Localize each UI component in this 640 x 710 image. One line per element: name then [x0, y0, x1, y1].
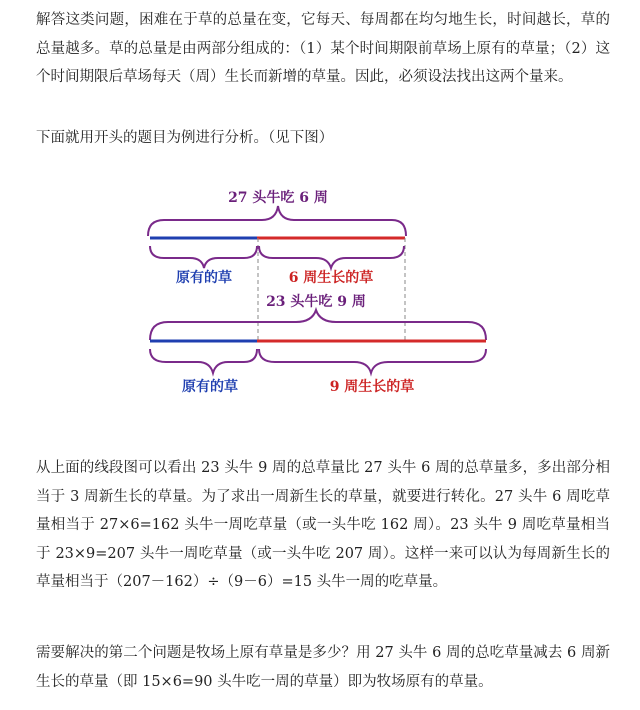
seg1-growth-brace — [259, 246, 404, 268]
top-brace — [148, 206, 406, 236]
seg2-original-label: 原有的草 — [182, 379, 238, 395]
seg2-growth-label: 9 周生长的草 — [329, 379, 415, 395]
bottom-top-brace — [150, 310, 486, 340]
seg2-original-brace — [150, 349, 257, 373]
seg1-original-brace — [150, 246, 257, 268]
bottom-brace-label: 23 头牛吃 9 周 — [266, 294, 366, 310]
diagram-intro-paragraph: 下面就用开头的题目为例进行分析。（见下图） — [36, 130, 334, 146]
seg2-growth-brace — [259, 349, 486, 373]
seg1-original-label: 原有的草 — [176, 270, 232, 286]
analysis-paragraph: 从上面的线段图可以看出 23 头牛 9 周的总草量比 27 头牛 6 周的总草量多，多出部分相当于 3 周新生长的草量。为了求出一周新生长的草量，就要进行转化。27 头牛 6 周吃草量相当于 27×6=162 头牛一周吃草量（或一头牛吃 162 周）。23 头牛 9 周吃草量相当于 23×9=207 头牛一周吃草量（或一头牛吃 207 周）。这样一来可以认为每周新生长的草量相当于（207－162）÷（9－6）=15 头牛一周的吃草量。 — [36, 460, 610, 590]
original-grass-paragraph: 需要解决的第二个问题是牧场上原有草量是多少？用 27 头牛 6 周的总吃草量减去 6 周新生长的草量（即 15×6=90 头牛吃一周的草量）即为牧场原有的草量。 — [36, 645, 610, 690]
top-brace-label: 27 头牛吃 6 周 — [228, 190, 328, 206]
seg1-growth-label: 6 周生长的草 — [288, 270, 374, 286]
intro-paragraph: 解答这类问题，困难在于草的总量在变，它每天、每周都在均匀地生长，时间越长，草的总量越多。草的总量是由两部分组成的：（1）某个时间期限前草场上原有的草量；（2）这个时间期限后草场每天（周）生长而新增的草量。因此，必须设法找出这两个量来。 — [36, 12, 610, 85]
